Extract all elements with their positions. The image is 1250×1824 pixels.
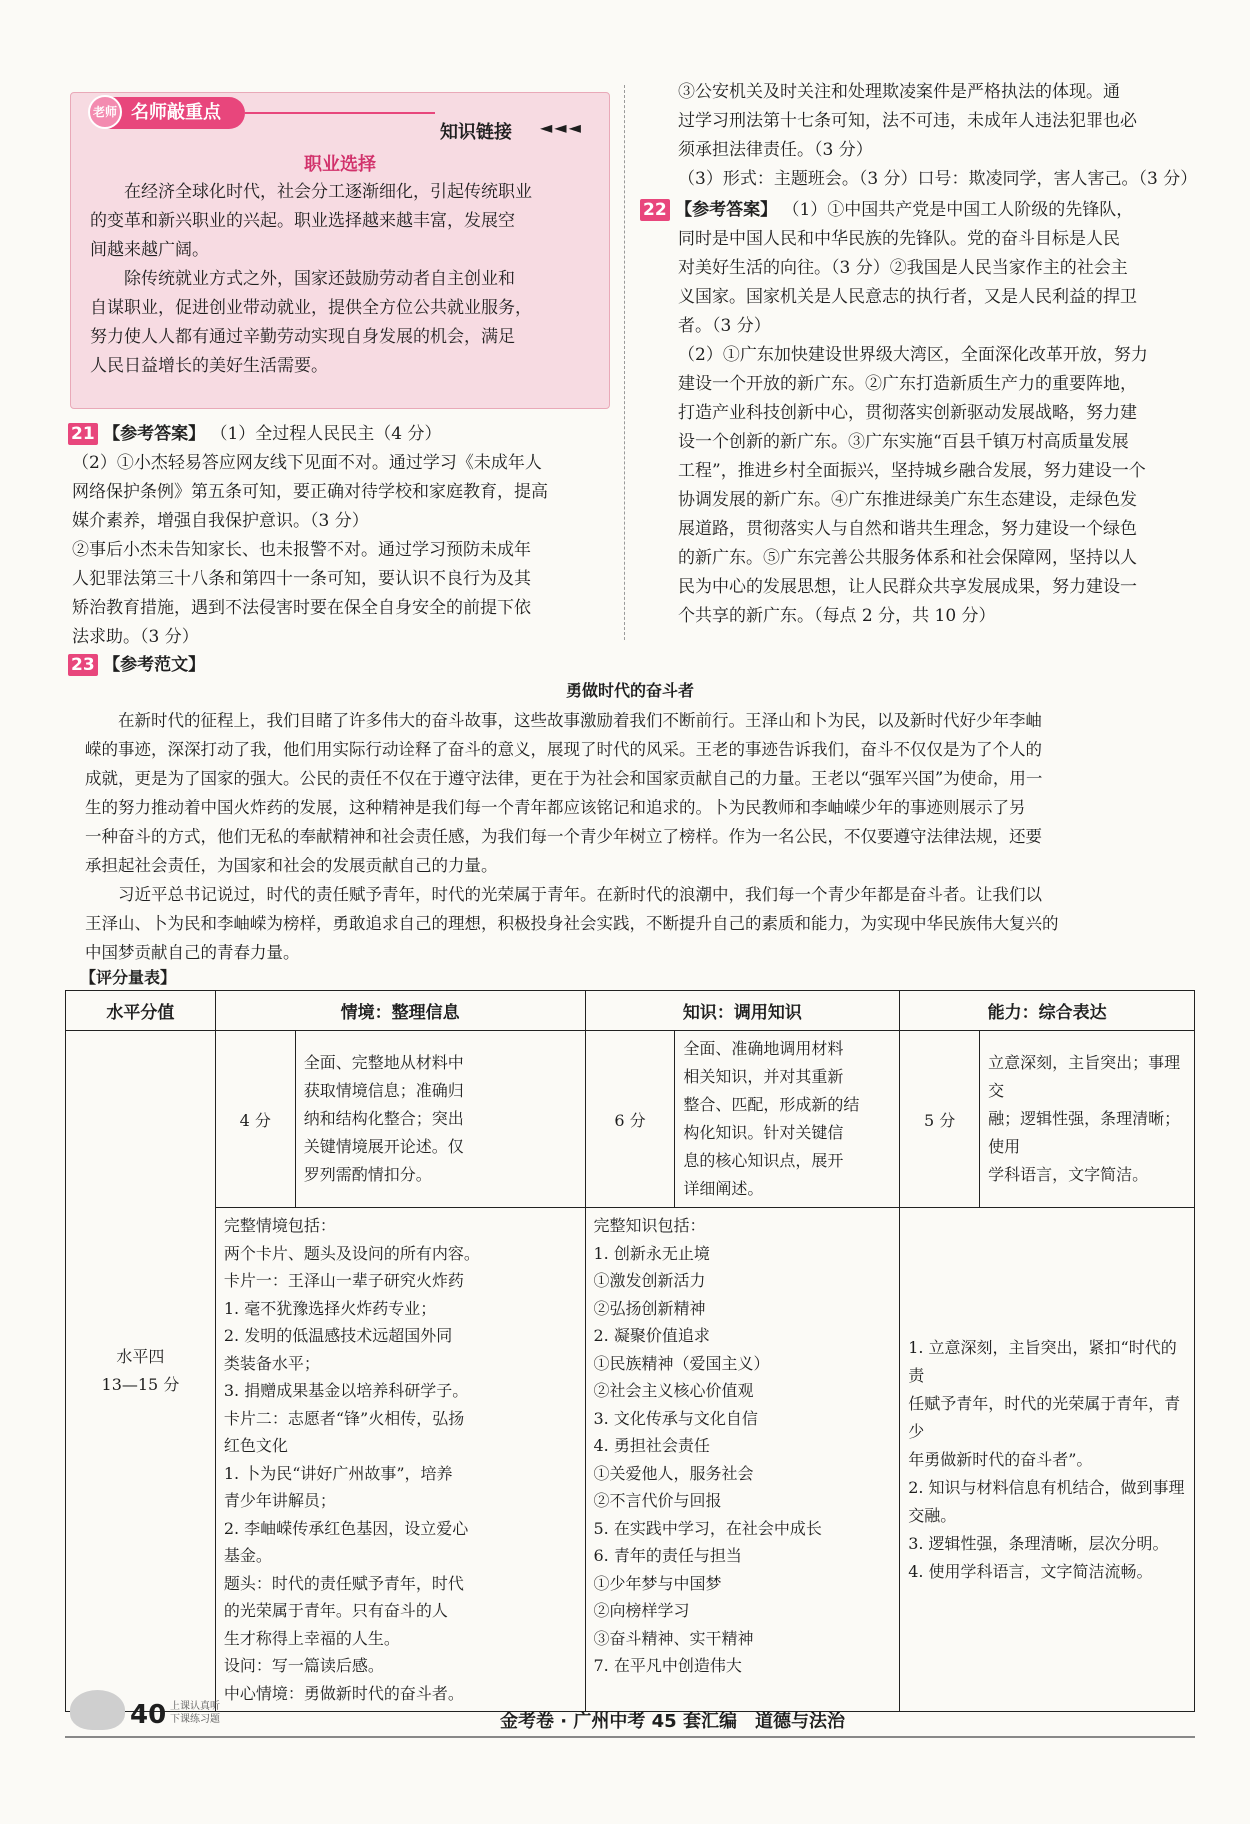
desc-line: 的光荣属于青年。只有奋斗的人 xyxy=(223,1601,448,1620)
table-header-row xyxy=(66,991,1195,1031)
essay-line: 生的努力推动着中国火炸药的发展，这种精神是我们每一个青年都应该铭记和追求的。卜为民教师和李岫嵘少年的事迹则展示了另 xyxy=(85,798,1026,817)
desc-line: ②不言代价与回报 xyxy=(593,1491,722,1510)
desc-line: 息的核心知识点，展开 xyxy=(683,1151,844,1170)
desc-line: 类装备水平； xyxy=(223,1353,320,1373)
answer-line: 的新广东。⑤广东完善公共服务体系和社会保障网，坚持以人 xyxy=(678,548,1137,568)
footer-divider xyxy=(65,1736,1195,1738)
essay-title: 勇做时代的奋斗者 xyxy=(565,681,694,700)
paragraph-line: 除传统就业方式之外，国家还鼓励劳动者自主创业和 xyxy=(124,269,515,289)
ability-desc xyxy=(980,1031,1195,1208)
column-divider xyxy=(624,85,625,640)
answer-line: 民为中心的发展思想，让人民群众共享发展成果，努力建设一 xyxy=(678,577,1137,597)
desc-line: ①关爱他人，服务社会 xyxy=(593,1463,754,1483)
question-number: 22 xyxy=(640,199,670,221)
level-score: 13—15 分 xyxy=(101,1375,180,1394)
context-full xyxy=(215,1208,585,1712)
desc-line: 整合、匹配，形成新的结 xyxy=(683,1095,860,1114)
footer-title: 金考卷 · 广州中考 45 套汇编 道德与法治 xyxy=(500,1711,845,1732)
context-score: 4 分 xyxy=(215,1031,295,1208)
desc-line: 3. 逻辑性强，条理清晰，层次分明。 xyxy=(908,1533,1169,1553)
teacher-badge-icon: 老师 xyxy=(88,95,122,129)
answer-line: 矫治教育措施，遇到不法侵害时要在保全自身安全的前提下依 xyxy=(72,598,531,618)
desc-line: 2. 知识与材料信息有机结合，做到事理 xyxy=(908,1477,1185,1497)
level-name: 水平四 xyxy=(116,1347,165,1366)
answer-line: 建设一个开放的新广东。②广东打造新质生产力的重要阵地， xyxy=(678,374,1137,394)
answer-line: 设一个创新的新广东。③广东实施“百县千镇万村高质量发展 xyxy=(678,432,1129,452)
desc-line: ①少年梦与中国梦 xyxy=(593,1573,722,1593)
slogan-line: 下课练习题 xyxy=(170,1714,220,1725)
desc-line: 年勇做新时代的奋斗者”。 xyxy=(908,1449,1093,1469)
question-number: 21 xyxy=(68,423,98,445)
essay-line: 在新时代的征程上，我们目睹了许多伟大的奋斗故事，这些故事激励着我们不断前行。王泽山和卜为民，以及新时代好少年李岫 xyxy=(118,711,1042,730)
desc-line: 基金。 xyxy=(223,1546,272,1565)
question-number: 23 xyxy=(68,654,98,676)
footer-slogan xyxy=(170,1700,220,1726)
desc-line: 题头：时代的责任赋予青年，时代 xyxy=(223,1573,464,1593)
desc-line: 融；逻辑性强，条理清晰；使用 xyxy=(988,1109,1181,1156)
essay-line: 王泽山、卜为民和李岫嵘为榜样，勇敢追求自己的理想，积极投身社会实践，不断提升自己的素质和能力，为实现中华民族伟大复兴的 xyxy=(85,914,1059,933)
page-number: 40 xyxy=(130,1700,167,1730)
q20-continuation xyxy=(678,78,1198,194)
desc-line: ①民族精神（爱国主义） xyxy=(593,1353,770,1373)
desc-line: 完整情境包括： xyxy=(223,1216,336,1235)
desc-line: ②社会主义核心价值观 xyxy=(593,1381,754,1400)
desc-line: 3. 文化传承与文化自信 xyxy=(593,1408,758,1428)
desc-line: 4. 勇担社会责任 xyxy=(593,1436,710,1455)
desc-line: 两个卡片、题头及设问的所有内容。 xyxy=(223,1243,480,1263)
essay-line: 习近平总书记说过，时代的责任赋予青年，时代的光荣属于青年。在新时代的浪潮中，我们每一个青少年都是奋斗者。让我们以 xyxy=(118,885,1042,904)
career-title: 职业选择 xyxy=(304,154,376,175)
desc-line: 4. 使用学科语言，文字简洁流畅。 xyxy=(908,1561,1153,1581)
answer-line: ③公安机关及时关注和处理欺凌案件是严格执法的体现。通 xyxy=(678,82,1120,102)
desc-line: 1. 创新永无止境 xyxy=(593,1243,710,1263)
desc-line: 7. 在平凡中创造伟大 xyxy=(593,1656,742,1675)
context-desc xyxy=(295,1031,585,1208)
essay-line: 成就，更是为了国家的强大。公民的责任不仅在于遵守法律，更在于为社会和国家贡献自己的力量。王老以“强军兴国”为使命，用一 xyxy=(85,769,1043,788)
table-row xyxy=(66,1208,1195,1712)
answer-line: 工程”，推进乡村全面振兴，坚持城乡融合发展，努力建设一个 xyxy=(678,461,1146,481)
answer-line: （1）全过程人民民主（4 分） xyxy=(210,424,442,444)
desc-line: 构化知识。针对关键信 xyxy=(683,1123,844,1142)
essay-line: 承担起社会责任，为国家和社会的发展贡献自己的力量。 xyxy=(85,856,498,875)
mascot-icon xyxy=(70,1690,125,1730)
essay-line: 中国梦贡献自己的青春力量。 xyxy=(85,943,300,962)
desc-line: 5. 在实践中学习，在社会中成长 xyxy=(593,1518,822,1538)
slogan-line: 上课认真听 xyxy=(170,1701,220,1712)
knowledge-link-label: 知识链接 xyxy=(440,122,512,143)
answer-line: 过学习刑法第十七条可知，法不可违，未成年人违法犯罪也必 xyxy=(678,111,1137,131)
answer-line: 者。（3 分） xyxy=(678,316,771,336)
answer-line: （2）①小杰轻易答应网友线下见面不对。通过学习《未成年人 xyxy=(72,453,542,473)
knowledge-text xyxy=(90,178,600,381)
desc-line: 2. 凝聚价值追求 xyxy=(593,1326,710,1345)
desc-line: 1. 卜为民“讲好广州故事”，培养 xyxy=(223,1463,453,1483)
desc-line: ①激发创新活力 xyxy=(593,1271,706,1290)
answer-line: 打造产业科技创新中心，贯彻落实创新驱动发展战略，努力建 xyxy=(678,403,1137,423)
knowledge-desc xyxy=(675,1031,900,1208)
paragraph-line: 人民日益增长的美好生活需要。 xyxy=(90,356,328,376)
knowledge-score: 6 分 xyxy=(585,1031,675,1208)
desc-line: 罗列需酌情扣分。 xyxy=(303,1165,432,1184)
desc-line: 获取情境信息；准确归 xyxy=(303,1081,464,1100)
desc-line: 完整知识包括： xyxy=(593,1216,706,1235)
knowledge-full xyxy=(585,1208,900,1712)
desc-line: 立意深刻，主旨突出；事理交 xyxy=(988,1053,1181,1100)
paragraph-line: 的变革和新兴职业的兴起。职业选择越来越丰富，发展空 xyxy=(90,211,515,231)
teacher-tab: 名师敲重点 xyxy=(95,97,245,129)
answer-line: 个共享的新广东。（每点 2 分，共 10 分） xyxy=(678,606,996,626)
answer-line: （3）形式：主题班会。（3 分）口号：欺凌同学，害人害己。（3 分） xyxy=(678,169,1198,189)
q21-answer xyxy=(68,420,618,652)
paragraph-line: 自谋职业，促进创业带动就业，提供全方位公共就业服务， xyxy=(90,298,532,318)
desc-line: 卡片一：王泽山一辈子研究火炸药 xyxy=(223,1271,464,1290)
paragraph-line: 努力使人人都有通过辛勤劳动实现自身发展的机会，满足 xyxy=(90,327,515,347)
level-cell xyxy=(66,1031,216,1712)
answer-label: 【参考答案】 xyxy=(675,200,778,220)
paragraph-line: 间越来越广阔。 xyxy=(90,240,209,260)
tab-underline xyxy=(245,112,435,114)
desc-line: 关键情境展开论述。仅 xyxy=(303,1137,464,1156)
desc-line: 生才称得上幸福的人生。 xyxy=(223,1628,400,1648)
col-header-context: 情境：整理信息 xyxy=(215,991,585,1031)
answer-line: 协调发展的新广东。④广东推进绿美广东生态建设，走绿色发 xyxy=(678,490,1137,510)
ability-full xyxy=(900,1208,1195,1712)
desc-line: 2. 李岫嵘传承红色基因，设立爱心 xyxy=(223,1518,469,1538)
desc-line: 全面、准确地调用材料 xyxy=(683,1039,844,1058)
q23-header xyxy=(68,650,205,676)
essay-line: 一种奋斗的方式，他们无私的奉献精神和社会责任感，为我们每一个青少年树立了榜样。作为一名公民，不仅要遵守法律法规，还要 xyxy=(85,827,1042,846)
desc-line: 3. 捐赠成果基金以培养科研学子。 xyxy=(223,1381,469,1400)
desc-line: ③奋斗精神、实干精神 xyxy=(593,1628,754,1648)
rubric-label: 【评分量表】 xyxy=(80,968,177,987)
ability-score: 5 分 xyxy=(900,1031,980,1208)
q22-answer xyxy=(640,196,1200,631)
desc-line: 卡片二：志愿者“锋”火相传，弘扬 xyxy=(223,1408,465,1428)
desc-line: 交融。 xyxy=(908,1505,957,1525)
essay-line: 嵘的事迹，深深打动了我，他们用实际行动诠释了奋斗的意义，展现了时代的风采。王老的事迹告诉我们，奋斗不仅仅是为了个人的 xyxy=(85,740,1042,759)
desc-line: 红色文化 xyxy=(223,1436,288,1455)
desc-line: 6. 青年的责任与担当 xyxy=(593,1546,742,1565)
answer-line: 义国家。国家机关是人民意志的执行者，又是人民利益的捍卫 xyxy=(678,287,1137,307)
paragraph-line: 在经济全球化时代，社会分工逐渐细化，引起传统职业 xyxy=(124,182,532,202)
answer-line: 同时是中国人民和中华民族的先锋队。党的奋斗目标是人民 xyxy=(678,229,1120,249)
desc-line: 设问：写一篇读后感。 xyxy=(223,1656,384,1675)
desc-line: 纳和结构化整合；突出 xyxy=(303,1109,464,1128)
answer-line: 展道路，贯彻落实人与自然和谐共生理念，努力建设一个绿色 xyxy=(678,519,1137,539)
desc-line: 任赋予青年，时代的光荣属于青年，青少 xyxy=(908,1393,1181,1441)
col-header-knowledge: 知识：调用知识 xyxy=(585,991,900,1031)
arrow-left-icon: ◄◄◄ xyxy=(540,118,583,137)
essay-body xyxy=(85,706,1197,967)
answer-label: 【参考答案】 xyxy=(103,424,206,444)
desc-line: 青少年讲解员； xyxy=(223,1491,336,1510)
desc-line: 2. 发明的低温感技术远超国外同 xyxy=(223,1326,453,1345)
answer-line: 对美好生活的向往。（3 分）②我国是人民当家作主的社会主 xyxy=(678,258,1128,278)
answer-line: 人犯罪法第三十八条和第四十一条可知，要认识不良行为及其 xyxy=(72,569,531,589)
answer-line: （1）①中国共产党是中国工人阶级的先锋队， xyxy=(782,200,1134,220)
desc-line: 学科语言，文字简洁。 xyxy=(988,1165,1149,1184)
answer-line: （2）①广东加快建设世界级大湾区，全面深化改革开放，努力 xyxy=(678,345,1148,365)
answer-line: 须承担法律责任。（3 分） xyxy=(678,140,873,160)
desc-line: 详细阐述。 xyxy=(683,1179,764,1198)
desc-line: 相关知识，并对其重新 xyxy=(683,1067,844,1086)
answer-line: ②事后小杰未告知家长、也未报警不对。通过学习预防未成年 xyxy=(72,540,531,560)
desc-line: 1. 毫不犹豫选择火炸药专业； xyxy=(223,1298,437,1318)
answer-line: 媒介素养，增强自我保护意识。（3 分） xyxy=(72,511,369,531)
desc-line: ②弘扬创新精神 xyxy=(593,1298,706,1318)
desc-line: ②向榜样学习 xyxy=(593,1601,690,1620)
col-header-level: 水平分值 xyxy=(66,991,216,1031)
desc-line: 中心情境：勇做新时代的奋斗者。 xyxy=(223,1683,464,1703)
desc-line: 全面、完整地从材料中 xyxy=(303,1053,464,1072)
col-header-ability: 能力：综合表达 xyxy=(900,991,1195,1031)
rubric-table xyxy=(65,990,1195,1712)
answer-line: 法求助。（3 分） xyxy=(72,627,199,647)
table-row xyxy=(66,1031,1195,1208)
desc-line: 1. 立意深刻，主旨突出，紧扣“时代的责 xyxy=(908,1337,1177,1385)
answer-label: 【参考范文】 xyxy=(103,655,206,675)
answer-line: 网络保护条例》第五条可知，要正确对待学校和家庭教育，提高 xyxy=(72,482,548,502)
